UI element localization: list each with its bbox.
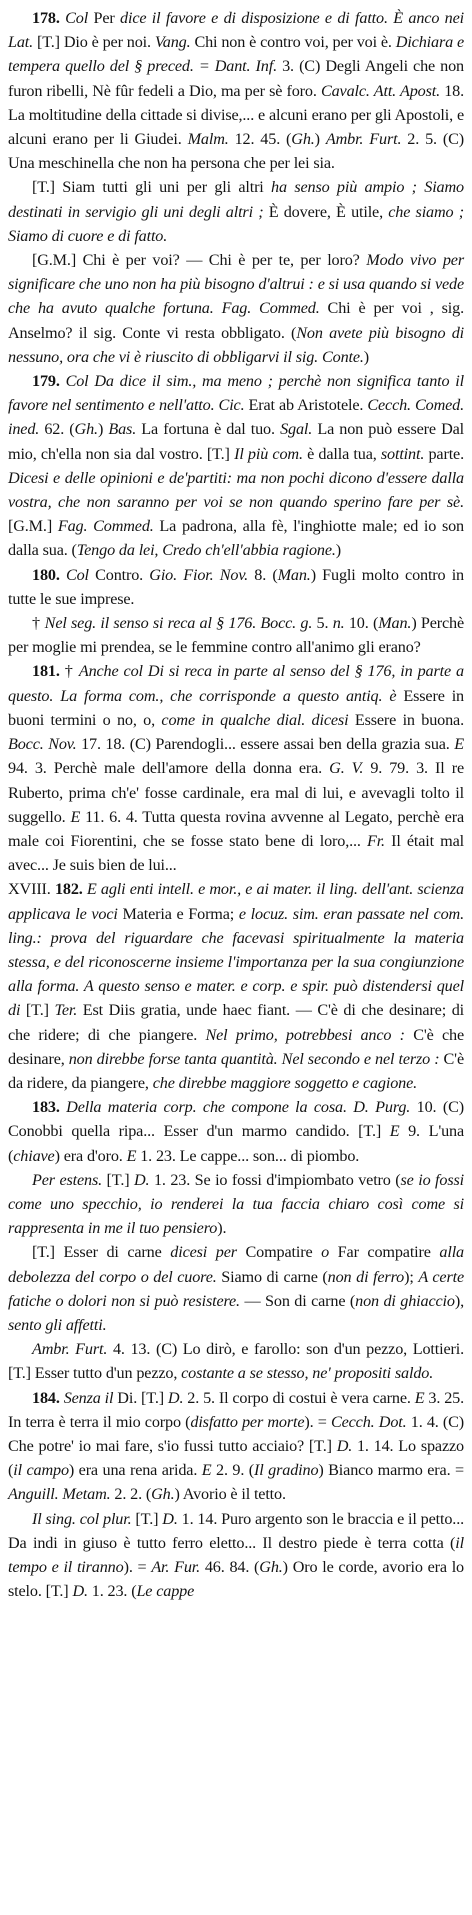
italic-text: Dichiara e tempera quello del § preced. = Dant. Inf. bbox=[8, 33, 465, 76]
italic-text: D. bbox=[72, 1582, 88, 1601]
text-run: Est Diis gratia, unde haec fiant. — C'è di che desinare; di che ridere; di che piangere. bbox=[8, 1001, 464, 1044]
italic-text: costante a se stesso, ne' propositi saldo. bbox=[181, 1364, 434, 1383]
text-run: Chi non è contro voi, per voi è. bbox=[190, 33, 396, 52]
text-run: [T.] Esser di carne bbox=[32, 1243, 171, 1262]
italic-text: Ambr. Furt. bbox=[32, 1340, 108, 1359]
entry-paragraph-p184a bbox=[8, 1386, 464, 1507]
italic-text: Nel seg. il senso si reca al § 176. Bocc. g. bbox=[44, 614, 313, 633]
text-run: [T.] bbox=[20, 1001, 55, 1020]
italic-text: Malm. bbox=[187, 130, 229, 149]
italic-text: D. bbox=[336, 1436, 353, 1455]
italic-text: Ter. bbox=[54, 1001, 78, 1020]
text-run: ) Avorio è il tetto. bbox=[174, 1485, 286, 1504]
text-run: 62. ( bbox=[39, 420, 75, 439]
text-run: † bbox=[32, 614, 45, 633]
entry-number: 182. bbox=[54, 880, 87, 899]
text-run: ) era una rena arida. bbox=[68, 1461, 202, 1480]
italic-text: Col bbox=[65, 565, 89, 584]
entry-paragraph-p183d bbox=[8, 1337, 464, 1385]
text-run: La fortuna è dal tuo. bbox=[136, 420, 281, 439]
text-run: ). = bbox=[304, 1412, 331, 1431]
text-run: 1. 23. Le cappe... son... di piombo. bbox=[136, 1146, 360, 1165]
text-run: È dovere, È utile, bbox=[263, 202, 389, 221]
italic-text: come in qualche dial. dicesi bbox=[161, 710, 349, 729]
text-run: 9. 79. 3. Il re Ruberto, prima ch'e' fosse cardinale, era mal di lui, e avevagli tolto il suggello. bbox=[8, 759, 464, 826]
text-run: Contro. bbox=[88, 565, 150, 584]
italic-text: che direbbe maggiore soggetto e cagione. bbox=[152, 1073, 418, 1092]
italic-text: non direbbe forse tanta quantità. Nel secondo e nel terzo : bbox=[68, 1049, 440, 1068]
italic-text: Bas. bbox=[108, 420, 137, 439]
text-run: parte. bbox=[424, 444, 464, 463]
italic-text: Gh. bbox=[259, 1558, 283, 1576]
text-run: ) era d'oro. bbox=[54, 1146, 127, 1165]
entry-paragraph-p178c bbox=[8, 248, 464, 369]
text-run: ) bbox=[363, 347, 370, 366]
entry-number: 179. bbox=[32, 372, 66, 391]
italic-text: Ambr. Furt. bbox=[325, 130, 402, 149]
italic-text: il campo bbox=[13, 1461, 69, 1480]
italic-text: E bbox=[126, 1146, 137, 1165]
italic-text: chiave bbox=[13, 1146, 55, 1165]
italic-text: Col bbox=[65, 9, 89, 27]
text-run: ). = bbox=[123, 1558, 152, 1576]
text-run: C'è che desinare, bbox=[8, 1025, 464, 1068]
text-run: ) Bianco marmo era. = bbox=[318, 1461, 464, 1480]
text-run: ). bbox=[217, 1219, 227, 1238]
italic-text: non di ferro bbox=[327, 1267, 405, 1286]
italic-text: Sgal. bbox=[280, 420, 313, 439]
entry-number: 181. bbox=[32, 662, 65, 681]
text-run: Compatire bbox=[236, 1243, 322, 1262]
italic-text: E bbox=[70, 807, 81, 826]
italic-text: Gh. bbox=[74, 420, 98, 439]
text-run: Materia e Forma; bbox=[117, 904, 239, 923]
italic-text: e locuz. sim. eran passate nel com. ling.: prova del riguardare che facevasi spiritualmente la materia stessa, e del riconoscerne insieme l'importanza per la sua congiunzione alla forma. A questo senso e mater. e corp. e spir. può distendersi quel di bbox=[8, 904, 464, 1020]
text-run: 10. ( bbox=[344, 614, 379, 633]
entry-paragraph-p181a bbox=[8, 659, 464, 877]
text-run: 1. 23. Se io fossi d'impiombato vetro ( bbox=[149, 1170, 401, 1189]
italic-text: Cecch. Comed. ined. bbox=[8, 396, 465, 439]
italic-text: Vang. bbox=[154, 33, 191, 52]
italic-text: Non avete più bisogno di nessuno, ora che vi è riuscito di obbligarvi il sig. Conte. bbox=[8, 323, 464, 366]
entry-paragraph-p182a bbox=[8, 877, 464, 1095]
text-run: † bbox=[64, 662, 79, 681]
text-run: [G.M.] Chi è per voi? — Chi è per te, per loro? bbox=[32, 251, 367, 270]
italic-text: che siamo ; Siamo di cuore e di fatto. bbox=[8, 202, 464, 245]
entry-paragraph-p183b bbox=[8, 1168, 464, 1241]
italic-text: alla debolezza del corpo o del cuore. bbox=[8, 1243, 464, 1286]
text-run: [G.M.] bbox=[8, 517, 58, 536]
text-run: Chi è per voi , sig. Anselmo? il sig. Conte vi resta obbligato. ( bbox=[8, 299, 464, 342]
italic-text: D. bbox=[134, 1170, 150, 1189]
text-run: Siamo di carne ( bbox=[216, 1267, 328, 1286]
italic-text: Man. bbox=[378, 614, 412, 633]
italic-text: dice il favore e di disposizione e di fatto. È anco nei Lat. bbox=[8, 9, 464, 52]
text-run: 2. 5. (C) Una meschinella che non ha persona che per lei sia. bbox=[8, 130, 465, 173]
text-run: ) Perchè per moglie mi prendea, se le femmine contro all'animo gli erano? bbox=[8, 614, 465, 657]
italic-text: Gh. bbox=[291, 130, 315, 149]
italic-text: Le cappe bbox=[136, 1582, 195, 1601]
text-run: La non può essere Dal mio, ch'ella non sia dal vostro. [T.] bbox=[8, 420, 465, 463]
italic-text: Gio. Fior. Nov. bbox=[149, 565, 249, 584]
text-run: 3. (C) Degli Angeli che non furon ribelli, Nè fûr fedeli a Dio, ma per sè foro. bbox=[8, 57, 464, 100]
italic-text: Bocc. Nov. bbox=[8, 735, 77, 754]
italic-text: Dicesi e delle opinioni e de'partiti: ma non pochi dicono d'essere dalla vostra, che non saranno per voi se non quando sperino fare per sè. bbox=[8, 468, 464, 512]
text-run: 12. 45. ( bbox=[228, 130, 292, 149]
text-run: ) bbox=[335, 541, 342, 560]
italic-text: Cavalc. Att. Apost. bbox=[320, 81, 440, 100]
text-run: 4. 13. (C) Lo dirò, e farollo: son d'un pezzo, Lottieri. [T.] Esser tutto d'un pezzo, bbox=[8, 1340, 464, 1383]
italic-text: il tempo e il tiranno bbox=[8, 1533, 464, 1576]
text-run: 94. 3. Perchè male dell'amore della donna era. bbox=[8, 759, 330, 778]
text-run: 9. L'una ( bbox=[8, 1122, 465, 1165]
text-run: 1. 4. (C) Che potre' io mai fare, s'io fussi tutto acciaio? [T.] bbox=[8, 1412, 465, 1455]
italic-text: o bbox=[321, 1243, 330, 1262]
italic-text: Col Da dice il sim., ma meno ; perchè non significa tanto il favore nel sentimento e nell'atto. Cic. bbox=[8, 372, 464, 415]
text-run: C'è da ridere, da piangere, bbox=[8, 1049, 464, 1092]
text-run: — Son di carne ( bbox=[239, 1291, 356, 1310]
entry-paragraph-p183c bbox=[8, 1240, 464, 1337]
italic-text: E bbox=[454, 735, 464, 754]
italic-text: Il gradino bbox=[254, 1461, 319, 1480]
text-run: ) Oro le corde, avorio era lo stelo. [T.] bbox=[8, 1558, 464, 1601]
text-run: Essere in buoni termini o no, o, bbox=[8, 686, 464, 729]
text-run: 8. ( bbox=[248, 565, 278, 584]
entry-paragraph-p180a bbox=[8, 563, 464, 611]
dictionary-column bbox=[8, 6, 464, 1603]
text-run: 2. 9. ( bbox=[211, 1461, 255, 1480]
italic-text: Della materia corp. che compone la cosa. D. Purg. bbox=[66, 1098, 411, 1117]
italic-text: Fag. Commed. bbox=[57, 517, 154, 536]
text-run: Essere in buona. bbox=[348, 710, 464, 729]
entry-paragraph-p178b bbox=[8, 175, 464, 248]
italic-text: Il sing. col plur. bbox=[32, 1509, 132, 1528]
text-run: 2. 2. ( bbox=[110, 1485, 152, 1504]
text-run: 1. 14. Lo spazzo ( bbox=[8, 1436, 464, 1480]
text-run: Di. [T.] bbox=[113, 1388, 168, 1407]
italic-text: sottint. bbox=[380, 444, 425, 463]
italic-text: Per estens. bbox=[32, 1170, 103, 1189]
entry-paragraph-p183a bbox=[8, 1095, 464, 1168]
italic-text: E bbox=[201, 1461, 212, 1480]
entry-number: 183. bbox=[32, 1098, 67, 1117]
text-run: ), bbox=[454, 1291, 464, 1310]
italic-text: G. V. bbox=[329, 759, 364, 778]
text-run: Il était mal avec... Je suis bien de lui... bbox=[8, 831, 464, 875]
text-run: 18. La moltitudine della cittade si divise,... e alcuni erano per gli Apostoli, e alcuni erano per li Giudei. bbox=[8, 81, 464, 149]
italic-text: Ar. Fur. bbox=[151, 1558, 201, 1576]
italic-text: Man. bbox=[277, 565, 311, 584]
text-run: Erat ab Aristotele. bbox=[244, 396, 368, 415]
italic-text: se io fossi come uno specchio, io renderei la tua faccia chiaro così come si rappresenta in me il tuo pensiero bbox=[8, 1170, 464, 1238]
italic-text: n. bbox=[332, 614, 345, 633]
italic-text: Il più com. bbox=[234, 444, 303, 463]
text-run: 1. 23. ( bbox=[87, 1582, 137, 1601]
italic-text: non di ghiaccio bbox=[355, 1291, 455, 1310]
text-run: è dalla tua, bbox=[302, 444, 381, 463]
italic-text: disfatto per morte bbox=[190, 1412, 305, 1431]
entry-number: 184. bbox=[32, 1388, 64, 1407]
entry-paragraph-p178a bbox=[8, 6, 464, 175]
text-run: 11. 6. 4. Tutta questa rovina avvenne al Legato, perchè era male coi Fiorentini, che se fosse stato bene di loro,... bbox=[8, 807, 464, 850]
italic-text: D. bbox=[167, 1388, 184, 1407]
italic-text: Fr. bbox=[366, 831, 385, 850]
italic-text: Anche col Di si reca in parte al senso del § 176, in parte a questo. La forma com., che corrisponde a questo antiq. è bbox=[8, 662, 464, 705]
text-run: ) Fugli molto contro in tutte le sue imprese. bbox=[8, 565, 464, 608]
text-run: 10. (C) Conobbi quella ripa... Esser d'un marmo candido. [T.] bbox=[8, 1098, 464, 1141]
italic-text: Gh. bbox=[151, 1485, 175, 1504]
text-run: [T.] bbox=[131, 1509, 163, 1528]
entry-number: 180. bbox=[32, 565, 66, 584]
italic-text: Modo vivo per significare che uno non ha più bisogno d'altrui : e si usa quando si vede che ha avuto qualche fortuna. Fag. Commed. bbox=[8, 251, 464, 318]
italic-text: E bbox=[389, 1122, 400, 1141]
italic-text: Cecch. Dot. bbox=[330, 1412, 407, 1431]
entry-paragraph-p180b bbox=[8, 611, 464, 659]
italic-text: dicesi per bbox=[170, 1243, 237, 1262]
text-run: XVIII. bbox=[8, 880, 55, 899]
text-run: 1. 14. Puro argento son le braccia e il petto... Da indi in giuso è tutto ferro eletto... Il destro piede è terra cotta ( bbox=[8, 1509, 464, 1552]
entry-paragraph-p179a bbox=[8, 369, 464, 563]
text-run: 3. 25. In terra è terra il mio corpo ( bbox=[8, 1388, 465, 1431]
entry-paragraph-p184b bbox=[8, 1507, 464, 1604]
text-run: 17. 18. (C) Parendogli... essere assai ben della grazia sua. bbox=[76, 735, 455, 754]
italic-text: Senza il bbox=[63, 1388, 114, 1407]
text-run: 5. bbox=[312, 614, 333, 633]
text-run: ) bbox=[97, 420, 109, 439]
italic-text: Nel primo, potrebbesi anco : bbox=[205, 1025, 405, 1044]
italic-text: D. bbox=[162, 1509, 178, 1528]
text-run: La padrona, alla fè, l'inghiotte male; ed io son dalla sua. ( bbox=[8, 517, 464, 560]
text-run: 46. 84. ( bbox=[200, 1558, 260, 1576]
entry-number: 178. bbox=[32, 9, 66, 27]
text-run: ); bbox=[404, 1267, 419, 1286]
italic-text: E bbox=[414, 1388, 425, 1407]
italic-text: ha senso più ampio ; Siamo destinati in servigio gli uni degli altri ; bbox=[8, 178, 464, 221]
text-run: Far compatire bbox=[329, 1243, 440, 1262]
text-run: [T.] bbox=[102, 1170, 134, 1189]
text-run: ) bbox=[314, 130, 326, 149]
text-run: [T.] Siam tutti gli uni per gli altri bbox=[32, 178, 272, 197]
text-run: Per bbox=[88, 9, 121, 27]
italic-text: Anguill. Metam. bbox=[8, 1485, 111, 1504]
italic-text: sento gli affetti. bbox=[8, 1315, 107, 1334]
text-run: [T.] Dio è per noi. bbox=[33, 33, 155, 52]
italic-text: E agli enti intell. e mor., e ai mater. il ling. dell'ant. scienza applicava le voci bbox=[8, 880, 464, 923]
text-run: 2. 5. Il corpo di costui è vera carne. bbox=[183, 1388, 415, 1407]
italic-text: A certe fatiche o dolori non si può resistere. bbox=[8, 1267, 464, 1310]
italic-text: Tengo da lei, Credo ch'ell'abbia ragione. bbox=[76, 541, 336, 560]
